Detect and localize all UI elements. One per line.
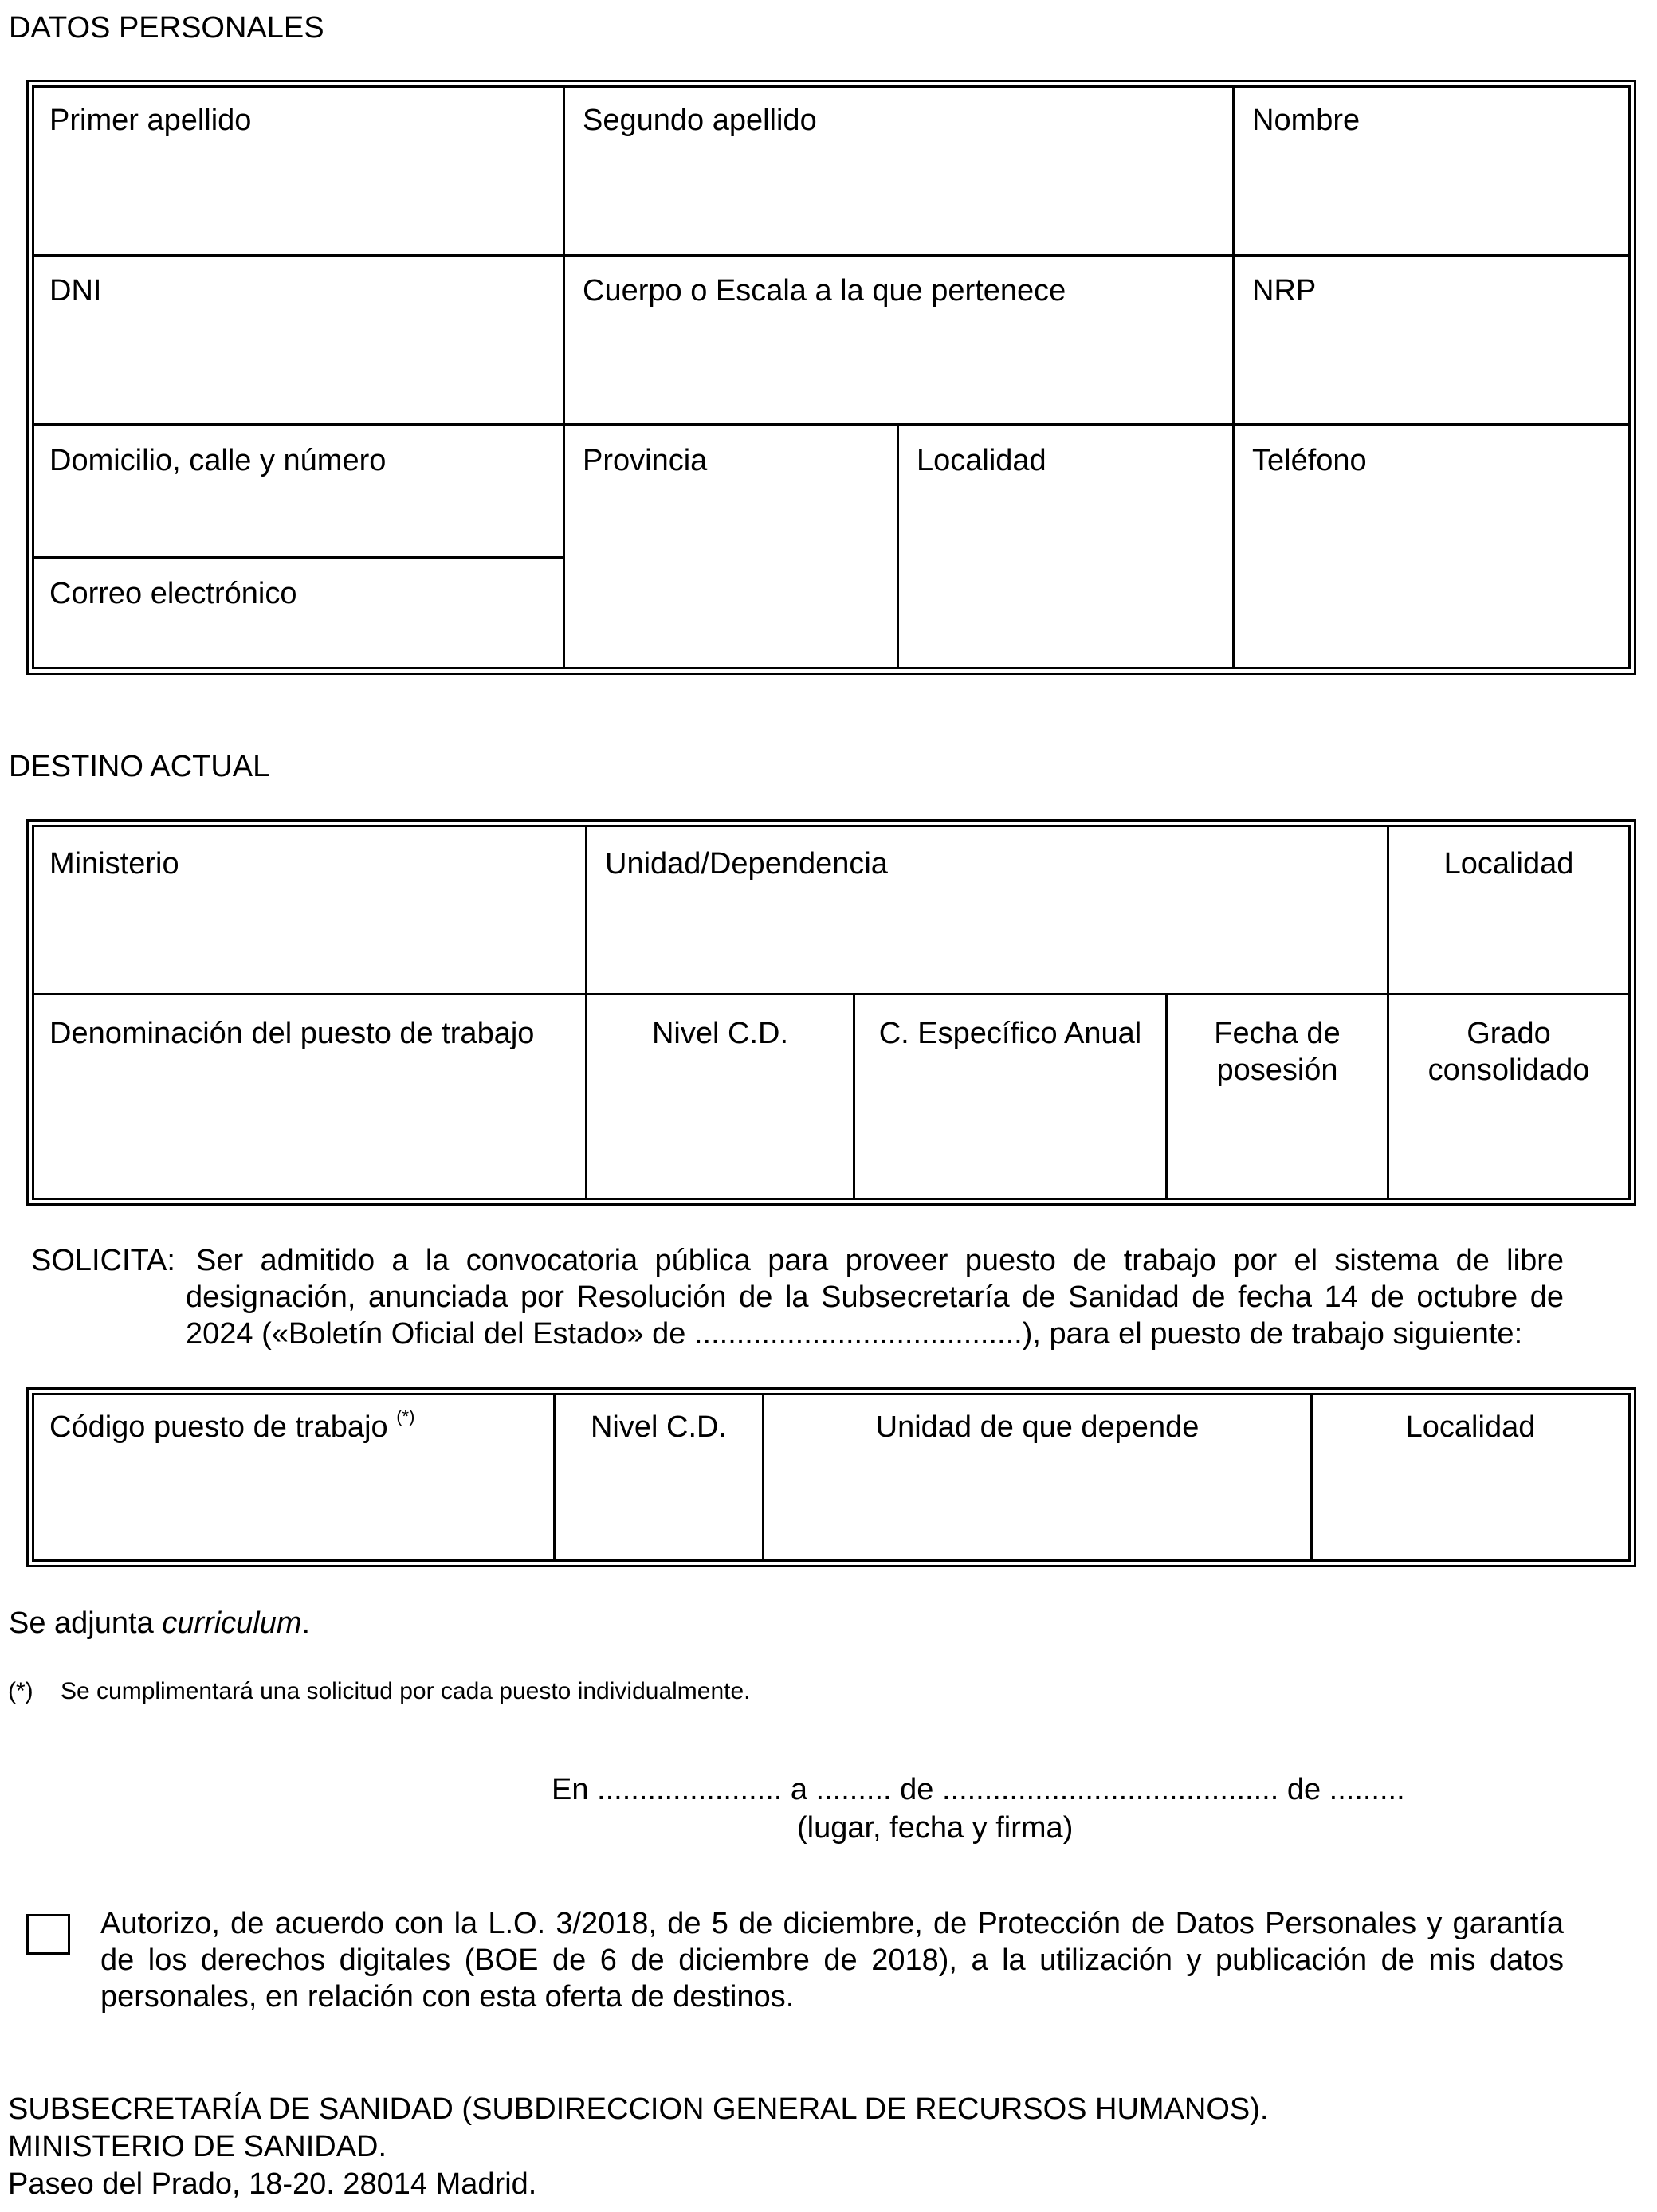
field-nrp[interactable] — [1235, 273, 1628, 423]
field-unidad-depende[interactable] — [764, 1409, 1310, 1560]
field-especifico-anual[interactable] — [855, 1015, 1165, 1200]
field-label: Localidad — [1405, 1410, 1536, 1444]
request-line: Ser admitido a la convocatoria pública para proveer puesto de trabajo por el sistema de libre — [196, 1244, 1564, 1277]
field-label: DNI — [49, 274, 102, 308]
footnote-mark: (*) — [8, 1678, 33, 1704]
consent-checkbox[interactable] — [26, 1914, 70, 1955]
field-cuerpo-escala[interactable] — [565, 273, 1232, 423]
field-label: Provincia — [583, 444, 708, 477]
footnote-reference: (*) — [396, 1406, 415, 1426]
field-ministerio[interactable] — [32, 845, 585, 993]
field-label: Teléfono — [1252, 444, 1367, 477]
field-label: Grado — [1467, 1017, 1551, 1050]
field-primer-apellido[interactable] — [32, 102, 563, 254]
field-label: Nivel C.D. — [590, 1410, 728, 1444]
field-segundo-apellido[interactable] — [565, 102, 1232, 254]
field-dni[interactable] — [32, 273, 563, 423]
attachment-note — [9, 1605, 310, 1641]
field-label: Localidad — [917, 444, 1046, 477]
request-line: 2024 («Boletín Oficial del Estado» de .......................................), para el puesto de trabajo siguiente: — [186, 1317, 1523, 1351]
row-divider — [32, 556, 564, 559]
footnote-text: Se cumplimentará una solicitud por cada puesto individualmente. — [61, 1678, 751, 1704]
consent-line: personales, en relación con esta oferta de destinos. — [100, 1980, 795, 2014]
section-title-datos-personales: DATOS PERSONALES — [9, 11, 324, 45]
field-localidad-puesto[interactable] — [1313, 1409, 1628, 1560]
field-label: Domicilio, calle y número — [49, 444, 387, 477]
signature-caption: (lugar, fecha y firma) — [797, 1811, 1074, 1845]
address-line: MINISTERIO DE SANIDAD. — [8, 2130, 387, 2163]
field-label: Ministerio — [49, 847, 179, 880]
field-denominacion-puesto[interactable] — [32, 1015, 585, 1200]
field-label: Nombre — [1252, 104, 1361, 137]
consent-line: Autorizo, de acuerdo con la L.O. 3/2018, de 5 de diciembre, de Protección de Datos Personales y garantía — [100, 1907, 1564, 1940]
field-label: Correo electrónico — [49, 577, 297, 610]
field-label: Fecha de — [1214, 1017, 1341, 1050]
field-label: Código puesto de trabajo — [49, 1410, 388, 1444]
section-title-destino-actual: DESTINO ACTUAL — [9, 750, 270, 783]
field-nivel-cd[interactable] — [587, 1015, 853, 1200]
attachment-italic: curriculum — [162, 1606, 302, 1640]
field-label: Segundo apellido — [583, 104, 817, 137]
field-codigo-puesto[interactable] — [32, 1406, 553, 1560]
field-label: Nivel C.D. — [651, 1017, 789, 1050]
field-label: Primer apellido — [49, 104, 252, 137]
field-domicilio[interactable] — [32, 442, 563, 556]
signature-line[interactable]: En ...................... a ......... de ........................................ de ......... — [552, 1773, 1405, 1806]
field-label: Localidad — [1443, 847, 1574, 880]
field-localidad-destino[interactable] — [1389, 845, 1628, 993]
field-nivel-cd-puesto[interactable] — [556, 1409, 762, 1560]
address-line: Paseo del Prado, 18-20. 28014 Madrid. — [8, 2167, 537, 2201]
field-telefono[interactable] — [1235, 442, 1628, 669]
field-correo-electronico[interactable] — [32, 575, 563, 669]
field-label: C. Específico Anual — [878, 1017, 1142, 1050]
field-label: Unidad de que depende — [875, 1410, 1200, 1444]
field-label: Cuerpo o Escala a la que pertenece — [583, 274, 1066, 308]
row-divider — [32, 254, 1631, 257]
consent-line: de los derechos digitales (BOE de 6 de diciembre de 2018), a la utilización y publicación de mis datos — [100, 1943, 1564, 1977]
address-line: SUBSECRETARÍA DE SANIDAD (SUBDIRECCION GENERAL DE RECURSOS HUMANOS). — [8, 2092, 1269, 2126]
request-label: SOLICITA: — [31, 1244, 175, 1277]
attachment-prefix: Se adjunta — [9, 1606, 163, 1640]
field-fecha-posesion[interactable] — [1168, 1015, 1387, 1200]
field-label: consolidado — [1427, 1053, 1590, 1087]
field-nombre[interactable] — [1235, 102, 1628, 254]
row-divider — [32, 423, 1631, 426]
request-line: designación, anunciada por Resolución de la Subsecretaría de Sanidad de fecha 14 de octubre de — [186, 1281, 1564, 1314]
field-grado-consolidado[interactable] — [1389, 1015, 1628, 1200]
field-unidad-dependencia[interactable] — [587, 845, 1387, 993]
row-divider — [32, 993, 1631, 995]
field-localidad[interactable] — [899, 442, 1232, 669]
field-provincia[interactable] — [565, 442, 897, 669]
field-label: Denominación del puesto de trabajo — [49, 1017, 535, 1050]
field-label: posesión — [1216, 1053, 1338, 1087]
field-label: NRP — [1252, 274, 1317, 308]
field-label: Unidad/Dependencia — [605, 847, 888, 880]
attachment-suffix: . — [301, 1606, 311, 1640]
